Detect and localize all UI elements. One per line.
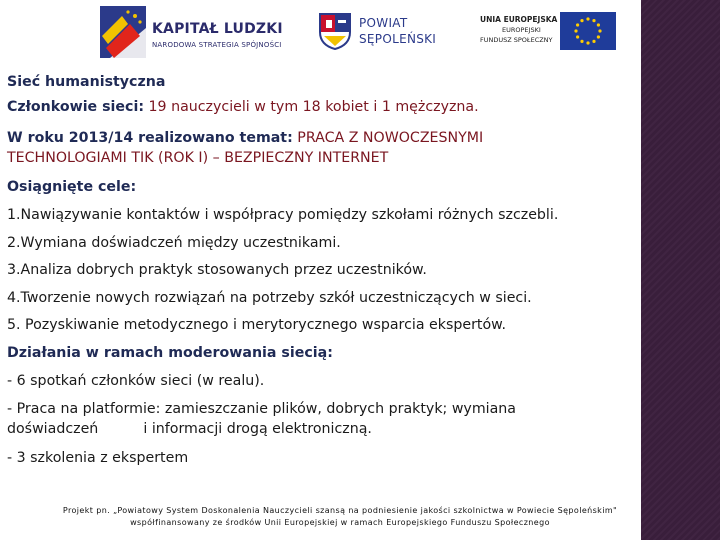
eu-flag-icon xyxy=(560,12,616,50)
goal-item: 1.Nawiązywanie kontaktów i współpracy pomiędzy szkołami różnych szczebli. xyxy=(7,207,559,223)
kapital-ludzki-subtitle: NARODOWA STRATEGIA SPÓJNOŚCI xyxy=(152,41,282,49)
eu-logo xyxy=(478,12,618,52)
action-item-continued: doświadczeń i informacji drogą elektroniczną. xyxy=(7,421,372,437)
footer-line1: Projekt pn. „Powiatowy System Doskonalenia Nauczycieli szansą na podniesienie jakości szkolnictwa w Powiecie Sępoleńskim" xyxy=(62,506,618,515)
goal-item: 2.Wymiana doświadczeń między uczestnikami. xyxy=(7,235,341,251)
actions-heading: Działania w ramach moderowania siecią: xyxy=(7,345,333,361)
topic-value-1: PRACA Z NOWOCZESNYMI xyxy=(292,130,484,146)
powiat-crest-icon xyxy=(318,12,352,50)
footer xyxy=(30,505,650,529)
heading: Sieć humanistyczna xyxy=(7,74,166,90)
topic-line-1 xyxy=(7,130,483,147)
action-item: - 3 szkolenia z ekspertem xyxy=(7,450,189,466)
eu-line2: EUROPEJSKI xyxy=(502,26,541,34)
kapital-ludzki-logo xyxy=(100,6,283,58)
topic-label: W roku 2013/14 realizowano temat: xyxy=(7,130,293,146)
members-value: 19 nauczycieli w tym 18 kobiet i 1 mężczyzna. xyxy=(144,99,479,115)
action-item: - 6 spotkań członków sieci (w realu). xyxy=(7,373,265,389)
footer-line2: współfinansowany ze środków Unii Europejskiej w ramach Europejskiego Funduszu Społecznego xyxy=(130,518,550,527)
kapital-ludzki-title: KAPITAŁ LUDZKI xyxy=(152,21,283,37)
decorative-sidebar xyxy=(641,0,720,540)
members-label: Członkowie sieci: xyxy=(7,99,144,115)
powiat-logo xyxy=(318,12,438,52)
action-item: - Praca na platformie: zamieszczanie plików, dobrych praktyk; wymiana xyxy=(7,401,516,417)
eu-line3: FUNDUSZ SPOŁECZNY xyxy=(480,36,553,44)
goal-item: 3.Analiza dobrych praktyk stosowanych przez uczestników. xyxy=(7,262,427,278)
eu-line1: UNIA EUROPEJSKA xyxy=(480,15,558,24)
goal-item: 4.Tworzenie nowych rozwiązań na potrzeby szkół uczestniczących w sieci. xyxy=(7,290,532,306)
powiat-line2: SĘPOLEŃSKI xyxy=(359,32,437,46)
topic-value-2: TECHNOLOGIAMI TIK (ROK I) – BEZPIECZNY INTERNET xyxy=(7,150,389,166)
members-line xyxy=(7,99,479,116)
powiat-line1: POWIAT xyxy=(359,16,408,30)
goals-heading: Osiągnięte cele: xyxy=(7,179,137,195)
goal-item: 5. Pozyskiwanie metodycznego i merytorycznego wsparcia ekspertów. xyxy=(7,317,506,333)
kapital-ludzki-mark-icon xyxy=(100,6,146,58)
